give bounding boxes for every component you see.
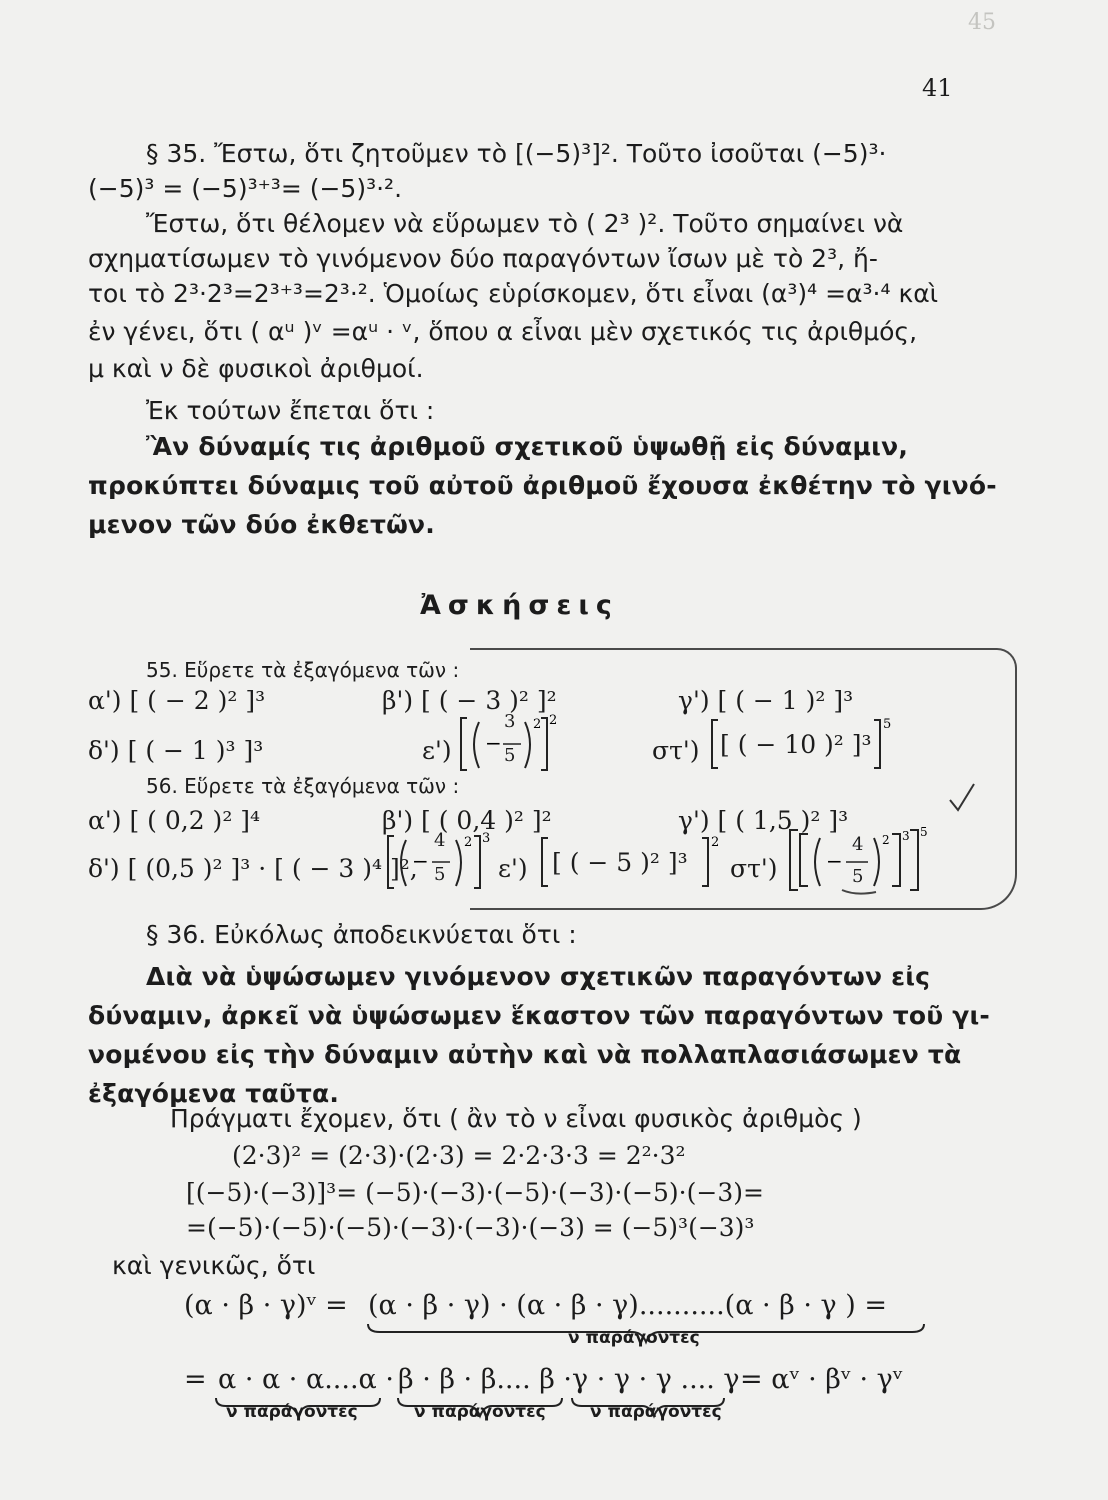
rule36-line1: Διὰ νὰ ὑψώσωμεν γινόμενον σχετικῶν παραγόντων εἰς	[146, 962, 931, 991]
svg-text:2: 2	[549, 713, 558, 728]
section35-line6: ἐν γένει, ὅτι ( αᵘ )ᵛ =αᵘ · ᵛ, ὅπου α εἶναι μὲν σχετικός τις ἀριθμός,	[88, 317, 918, 346]
proof-intro: Πράγματι ἔχομεν, ὅτι ( ἂν τὸ ν εἶναι φυσικὸς ἀριθμὸς )	[170, 1104, 862, 1133]
rule35-line3: μενον τῶν δύο ἐκθετῶν.	[88, 510, 435, 539]
ex56-e-inner: [ ( − 5 )² ]³	[552, 848, 688, 877]
ex55-st-inner: [ ( − 10 )² ]³	[720, 730, 872, 759]
equation-4-brace-label: ν παράγοντες	[568, 1328, 700, 1348]
rule35-line1: Ἂν δύναμίς τις ἀριθμοῦ σχετικοῦ ὑψωθῇ εἰς δύναμιν,	[146, 432, 909, 461]
ex55-e-num: 3	[504, 711, 516, 732]
svg-text:−: −	[412, 849, 429, 873]
svg-text:5: 5	[920, 825, 928, 839]
svg-text:2: 2	[533, 717, 542, 732]
exercises-heading: Ἀσκήσεις	[420, 590, 619, 621]
svg-text:−: −	[826, 849, 843, 873]
ex56-st-expression	[786, 826, 976, 896]
ex55-a: α') [ ( − 2 )² ]³	[88, 686, 266, 715]
ex56-c: γ') [ ( 1,5 )² ]³	[678, 806, 849, 835]
ex56-d2-num: 4	[434, 830, 446, 851]
general-label: καὶ γενικῶς, ὅτι	[112, 1251, 316, 1280]
ex56-d2-den: 5	[434, 864, 446, 885]
ex55-c: γ') [ ( − 1 )² ]³	[678, 686, 854, 715]
svg-text:−: −	[485, 731, 502, 755]
rule36-line2: δύναμιν, ἀρκεῖ νὰ ὑψώσωμεν ἕκαστον τῶν παραγόντων τοῦ γι-	[88, 1001, 990, 1030]
equation-2: [(−5)·(−3)]³= (−5)·(−3)·(−5)·(−3)·(−5)·(−3)=	[186, 1178, 764, 1207]
section35-line8: Ἐκ τούτων ἔπεται ὅτι :	[146, 396, 435, 425]
svg-text:3: 3	[902, 829, 910, 843]
ex55-prompt: 55. Εὕρετε τὰ ἐξαγόμενα τῶν :	[146, 658, 460, 682]
equation-4-left: (α · β · γ)ᵛ =	[184, 1290, 348, 1321]
rule36-line3: νομένου εἰς τὴν δύναμιν αὐτὴν καὶ νὰ πολλαπλασιάσωμεν τὰ	[88, 1040, 962, 1069]
ex55-e-den: 5	[504, 745, 516, 766]
ex55-d: δ') [ ( − 1 )³ ]³	[88, 736, 264, 765]
equation-5-end: = αᵛ · βᵛ · γᵛ	[740, 1364, 903, 1395]
ex55-b: β') [ ( − 3 )² ]²	[382, 686, 557, 715]
equation-4-right: (α · β · γ) · (α · β · γ)..........(α · β · γ ) =	[368, 1290, 887, 1321]
ex56-st-label: στ')	[730, 854, 778, 883]
equation-5-group-alpha: α · α · α....α ·	[218, 1364, 394, 1395]
equation-5-group-beta: β · β · β.... β ·	[398, 1364, 573, 1395]
svg-text:2: 2	[882, 833, 890, 847]
svg-text:5: 5	[883, 717, 892, 732]
svg-text:2: 2	[711, 835, 720, 850]
ex56-st-den: 5	[852, 866, 864, 887]
svg-text:3: 3	[482, 831, 491, 846]
rule36-line4: ἐξαγόμενα ταῦτα.	[88, 1079, 340, 1108]
brace-label-beta: ν παράγοντες	[414, 1402, 546, 1422]
ex56-b: β') [ ( 0,4 )² ]²	[382, 806, 552, 835]
section35-line4: σχηματίσωμεν τὸ γινόμενον δύο παραγόντων ἴσων μὲ τὸ 2³, ἤ-	[88, 244, 878, 273]
section35-line5: τοι τὸ 2³·2³=2³⁺³=2³·². Ὁμοίως εὑρίσκομεν, ὅτι εἶναι (α³)⁴ =α³·⁴ καὶ	[88, 279, 939, 308]
ex56-a: α') [ ( 0,2 )² ]⁴	[88, 806, 261, 835]
section35-line3: Ἔστω, ὅτι θέλομεν νὰ εὕρωμεν τὸ ( 2³ )². Τοῦτο σημαίνει νὰ	[146, 209, 904, 238]
equation-1: (2·3)² = (2·3)·(2·3) = 2·2·3·3 = 2²·3²	[232, 1141, 686, 1170]
check-mark-icon	[948, 782, 976, 812]
section35-line7: μ καὶ ν δὲ φυσικοὶ ἀριθμοί.	[88, 354, 424, 383]
ex56-e-label: ε')	[498, 854, 528, 883]
section35-line2: (−5)³ = (−5)³⁺³= (−5)³·².	[88, 174, 403, 203]
ex55-e-label: ε')	[422, 736, 452, 765]
svg-text:2: 2	[464, 835, 473, 850]
section35-line1: § 35. Ἔστω, ὅτι ζητοῦμεν τὸ [(−5)³]². Τοῦτο ἰσοῦται (−5)³·	[146, 139, 887, 168]
brace-label-gamma: ν παράγοντες	[590, 1402, 722, 1422]
equation-5-start: =	[184, 1364, 207, 1395]
equation-5-group-gamma: γ · γ · γ .... γ	[572, 1364, 740, 1395]
ex56-st-num: 4	[852, 834, 864, 855]
brace-label-alpha: ν παράγοντες	[226, 1402, 358, 1422]
ex55-st-label: στ')	[652, 736, 700, 765]
bleed-through-page-number: 45	[968, 10, 996, 35]
ex56-d: δ') [ (0,5 )² ]³ · [ ( − 3 )⁴ ]²,	[88, 854, 418, 883]
section36-line1: § 36. Εὐκόλως ἀποδεικνύεται ὅτι :	[146, 920, 577, 949]
equation-3: =(−5)·(−5)·(−5)·(−3)·(−3)·(−3) = (−5)³(−3)³	[186, 1213, 755, 1242]
ex56-prompt: 56. Εὕρετε τὰ ἐξαγόμενα τῶν :	[146, 774, 460, 798]
page-number: 41	[922, 74, 953, 102]
rule35-line2: προκύπτει δύναμις τοῦ αὐτοῦ ἀριθμοῦ ἔχουσα ἐκθέτην τὸ γινό-	[88, 471, 997, 500]
